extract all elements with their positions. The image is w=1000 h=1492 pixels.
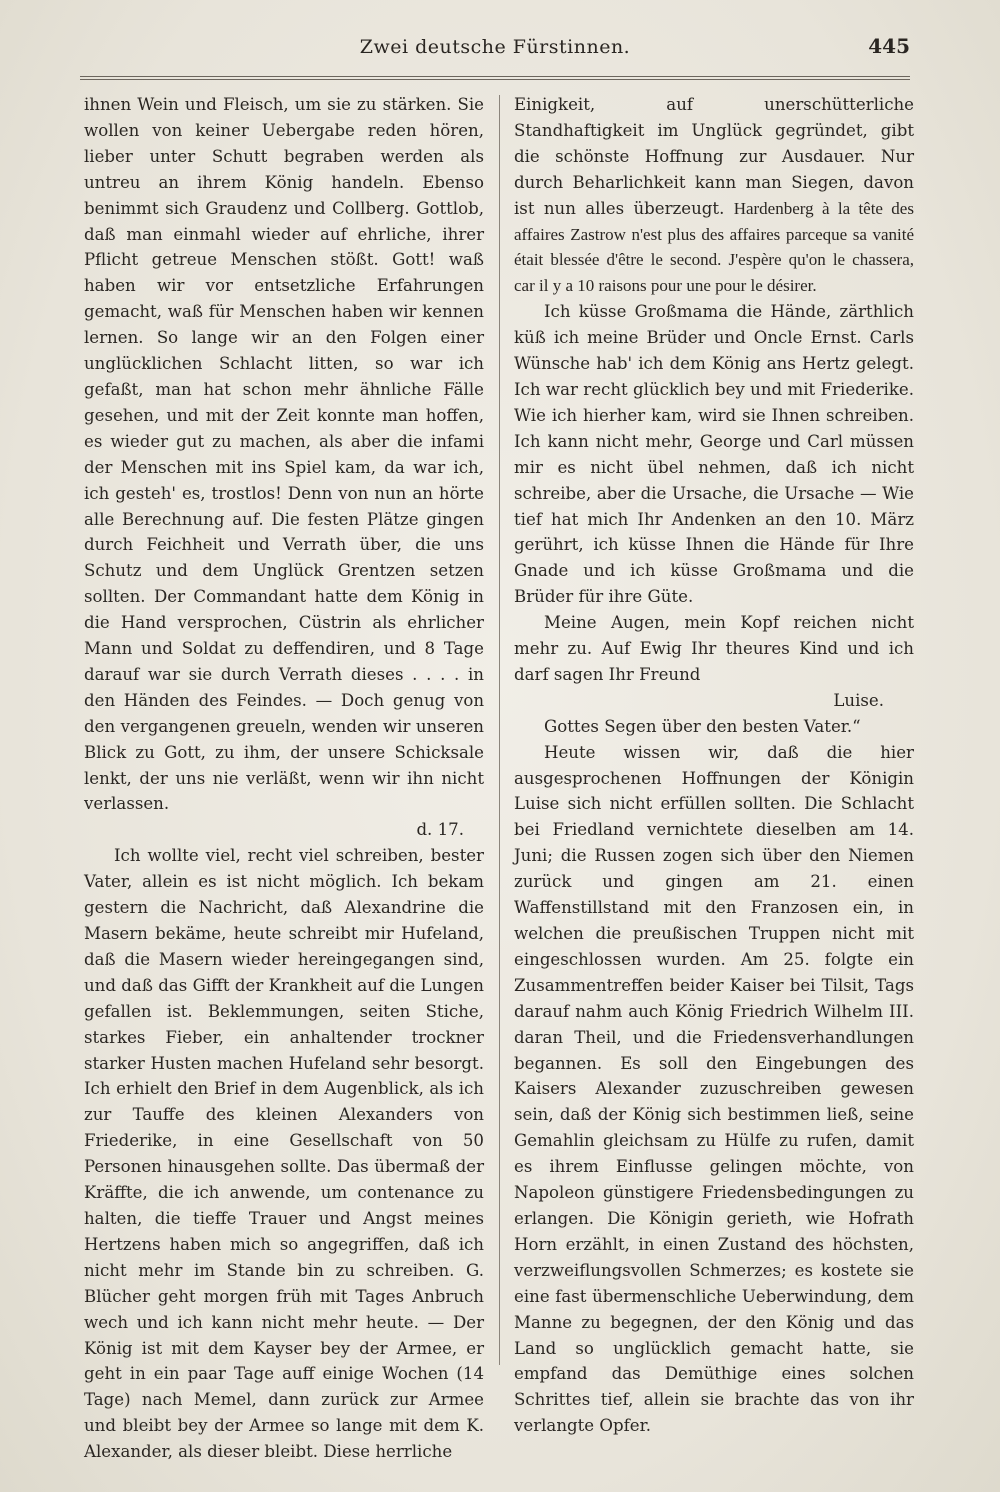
signature: Luise.: [833, 690, 884, 710]
page-number: 445: [868, 34, 910, 58]
left-paragraph-2: Ich wollte viel, recht viel schreiben, bester Vater, allein es ist nicht möglich. Ich bekam gestern die Nachricht, daß Alexandrine die Masern bekäme, heute schreibt mir Hufeland, daß die Masern wieder hereingegangen sind, und daß das Gifft der Krankheit auf die Lungen gefallen ist. Beklemmungen, seiten Stiche, starkes Fieber, ein anhaltender trockner starker Husten machen Hufeland sehr besorgt. Ich erhielt den Brief in dem Augenblick, als ich zur Tauffe des kleinen Alexanders von Friederike, in eine Gesellschaft von 50 Personen hinausgehen sollte. Das übermaß der Kräffte, die ich anwende, um contenance zu halten, die tieffe Trauer und Angst meines Hertzens haben mich so angegriffen, daß ich nicht mehr im Stande bin zu schreiben. G. Blücher geht morgen früh mit Tages Anbruch wech und ich kann nicht mehr heute. — Der König ist mit dem Kayser bey der Armee, er geht in ein paar Tage auff einige Wochen (14 Tage) nach Memel, dann zurück zur Armee und bleibt bey der Armee so lange mit dem K. Alexander, als dieser bleibt. Diese herrliche: [84, 846, 484, 1462]
left-column: [84, 92, 484, 1465]
right-paragraph-3: Meine Augen, mein Kopf reichen nicht mehr zu. Auf Ewig Ihr theures Kind und ich darf sagen Ihr Freund: [514, 613, 914, 684]
running-head: [80, 30, 910, 70]
right-paragraph-1: [514, 92, 914, 299]
column-divider: [499, 95, 500, 1365]
letter-date: d. 17.: [416, 820, 464, 840]
right-paragraph-2: Ich küsse Großmama die Hände, zärthlich küß ich meine Brüder und Oncle Ernst. Carls Wünsche hab' ich dem König ans Hertz gelegt. Ich war recht glücklich bey und mit Friederike. Wie ich hierher kam, wird sie Ihnen schreiben. Ich kann nicht mehr, George und Carl müssen mir es nicht übel nehmen, daß ich nicht schreibe, aber die Ursache, die Ursache — Wie tief hat mich Ihr Andenken an den 10. März gerührt, ich küsse Ihnen die Hände für Ihre Gnade und ich küsse Großmama und die Brüder für ihre Güte.: [514, 302, 914, 607]
header-rule: [80, 76, 910, 80]
right-paragraph-1-german: Einigkeit, auf unerschütterliche Standhaftigkeit im Unglück gegründet, gibt die schönste Hoffnung zur Ausdauer. Nur durch Beharlichkeit kann man Siegen, davon ist nun alles überzeugt.: [514, 95, 914, 218]
right-column: [514, 92, 914, 1439]
left-paragraph-1: ihnen Wein und Fleisch, um sie zu stärken. Sie wollen von keiner Uebergabe reden hören, lieber unter Schutt begraben werden als untreu an ihrem König handeln. Ebenso benimmt sich Graudenz und Collberg. Gottlob, daß man einmahl wieder auf ehrliche, ihrer Pflicht getreue Menschen stößt. Gott! waß haben wir vor entsetzliche Erfahrungen gemacht, waß für Menschen haben wir kennen lernen. So lange wir an den Folgen einer unglücklichen Schlacht litten, so war ich gefaßt, man hat schon mehr ähnliche Fälle gesehen, und mit der Zeit konnte man hoffen, es wieder gut zu machen, als aber die infami der Menschen mit ins Spiel kam, da war ich, ich gesteh' es, trostlos! Denn von nun an hörte alle Berechnung auf. Die festen Plätze gingen durch Feichheit und Verrath über, die uns Schutz und dem Unglück Grentzen setzen sollten. Der Commandant hatte dem König in die Hand versprochen, Cüstrin als ehrlicher Mann und Soldat zu deffendiren, und 8 Tage darauf war sie durch Verrath dieses . . . . in den Händen des Feindes. — Doch genug von den vergangenen greueln, wenden wir unseren Blick zu Gott, zu ihm, der unsere Schicksale lenkt, der uns nie verläßt, wenn wir ihn nicht verlassen.: [84, 95, 484, 814]
right-paragraph-4: Gottes Segen über den besten Vater.“: [544, 716, 861, 736]
running-title: Zwei deutsche Fürstinnen.: [359, 36, 631, 58]
right-paragraph-1-french: Hardenberg à la tête des affaires Zastrow n'est plus des affaires parceque sa vanité était blessée d'être le second. J'espère qu'on le chassera, car il y a 10 raisons pour une pour le désirer.: [514, 198, 914, 296]
right-paragraph-5: Heute wissen wir, daß die hier ausgesprochenen Hoffnungen der Königin Luise sich nicht erfüllen sollten. Die Schlacht bei Friedland vernichtete dieselben am 14. Juni; die Russen zogen sich über den Niemen zurück und gingen am 21. einen Waffenstillstand mit den Franzosen ein, in welchen die preußischen Truppen nicht mit eingeschlossen wurden. Am 25. folgte ein Zusammentreffen beider Kaiser bei Tilsit, Tags darauf nahm auch König Friedrich Wilhelm III. daran Theil, und die Friedensverhandlungen begannen. Es soll den Eingebungen des Kaisers Alexander zuzuschreiben gewesen sein, daß der König sich bestimmen ließ, seine Gemahlin gleichsam zu Hülfe zu rufen, damit es ihrem Einflusse gelingen möchte, von Napoleon günstigere Friedensbedingungen zu erlangen. Die Königin gerieth, wie Hofrath Horn erzählt, in einen Zustand des höchsten, verzweiflungsvollen Schmerzes; es kostete sie eine fast übermenschliche Ueberwindung, dem Manne zu begegnen, der den König und das Land so unglücklich gemacht hatte, sie empfand das Demüthige eines solchen Schrittes tief, allein sie brachte das von ihr verlangte Opfer.: [514, 742, 914, 1436]
